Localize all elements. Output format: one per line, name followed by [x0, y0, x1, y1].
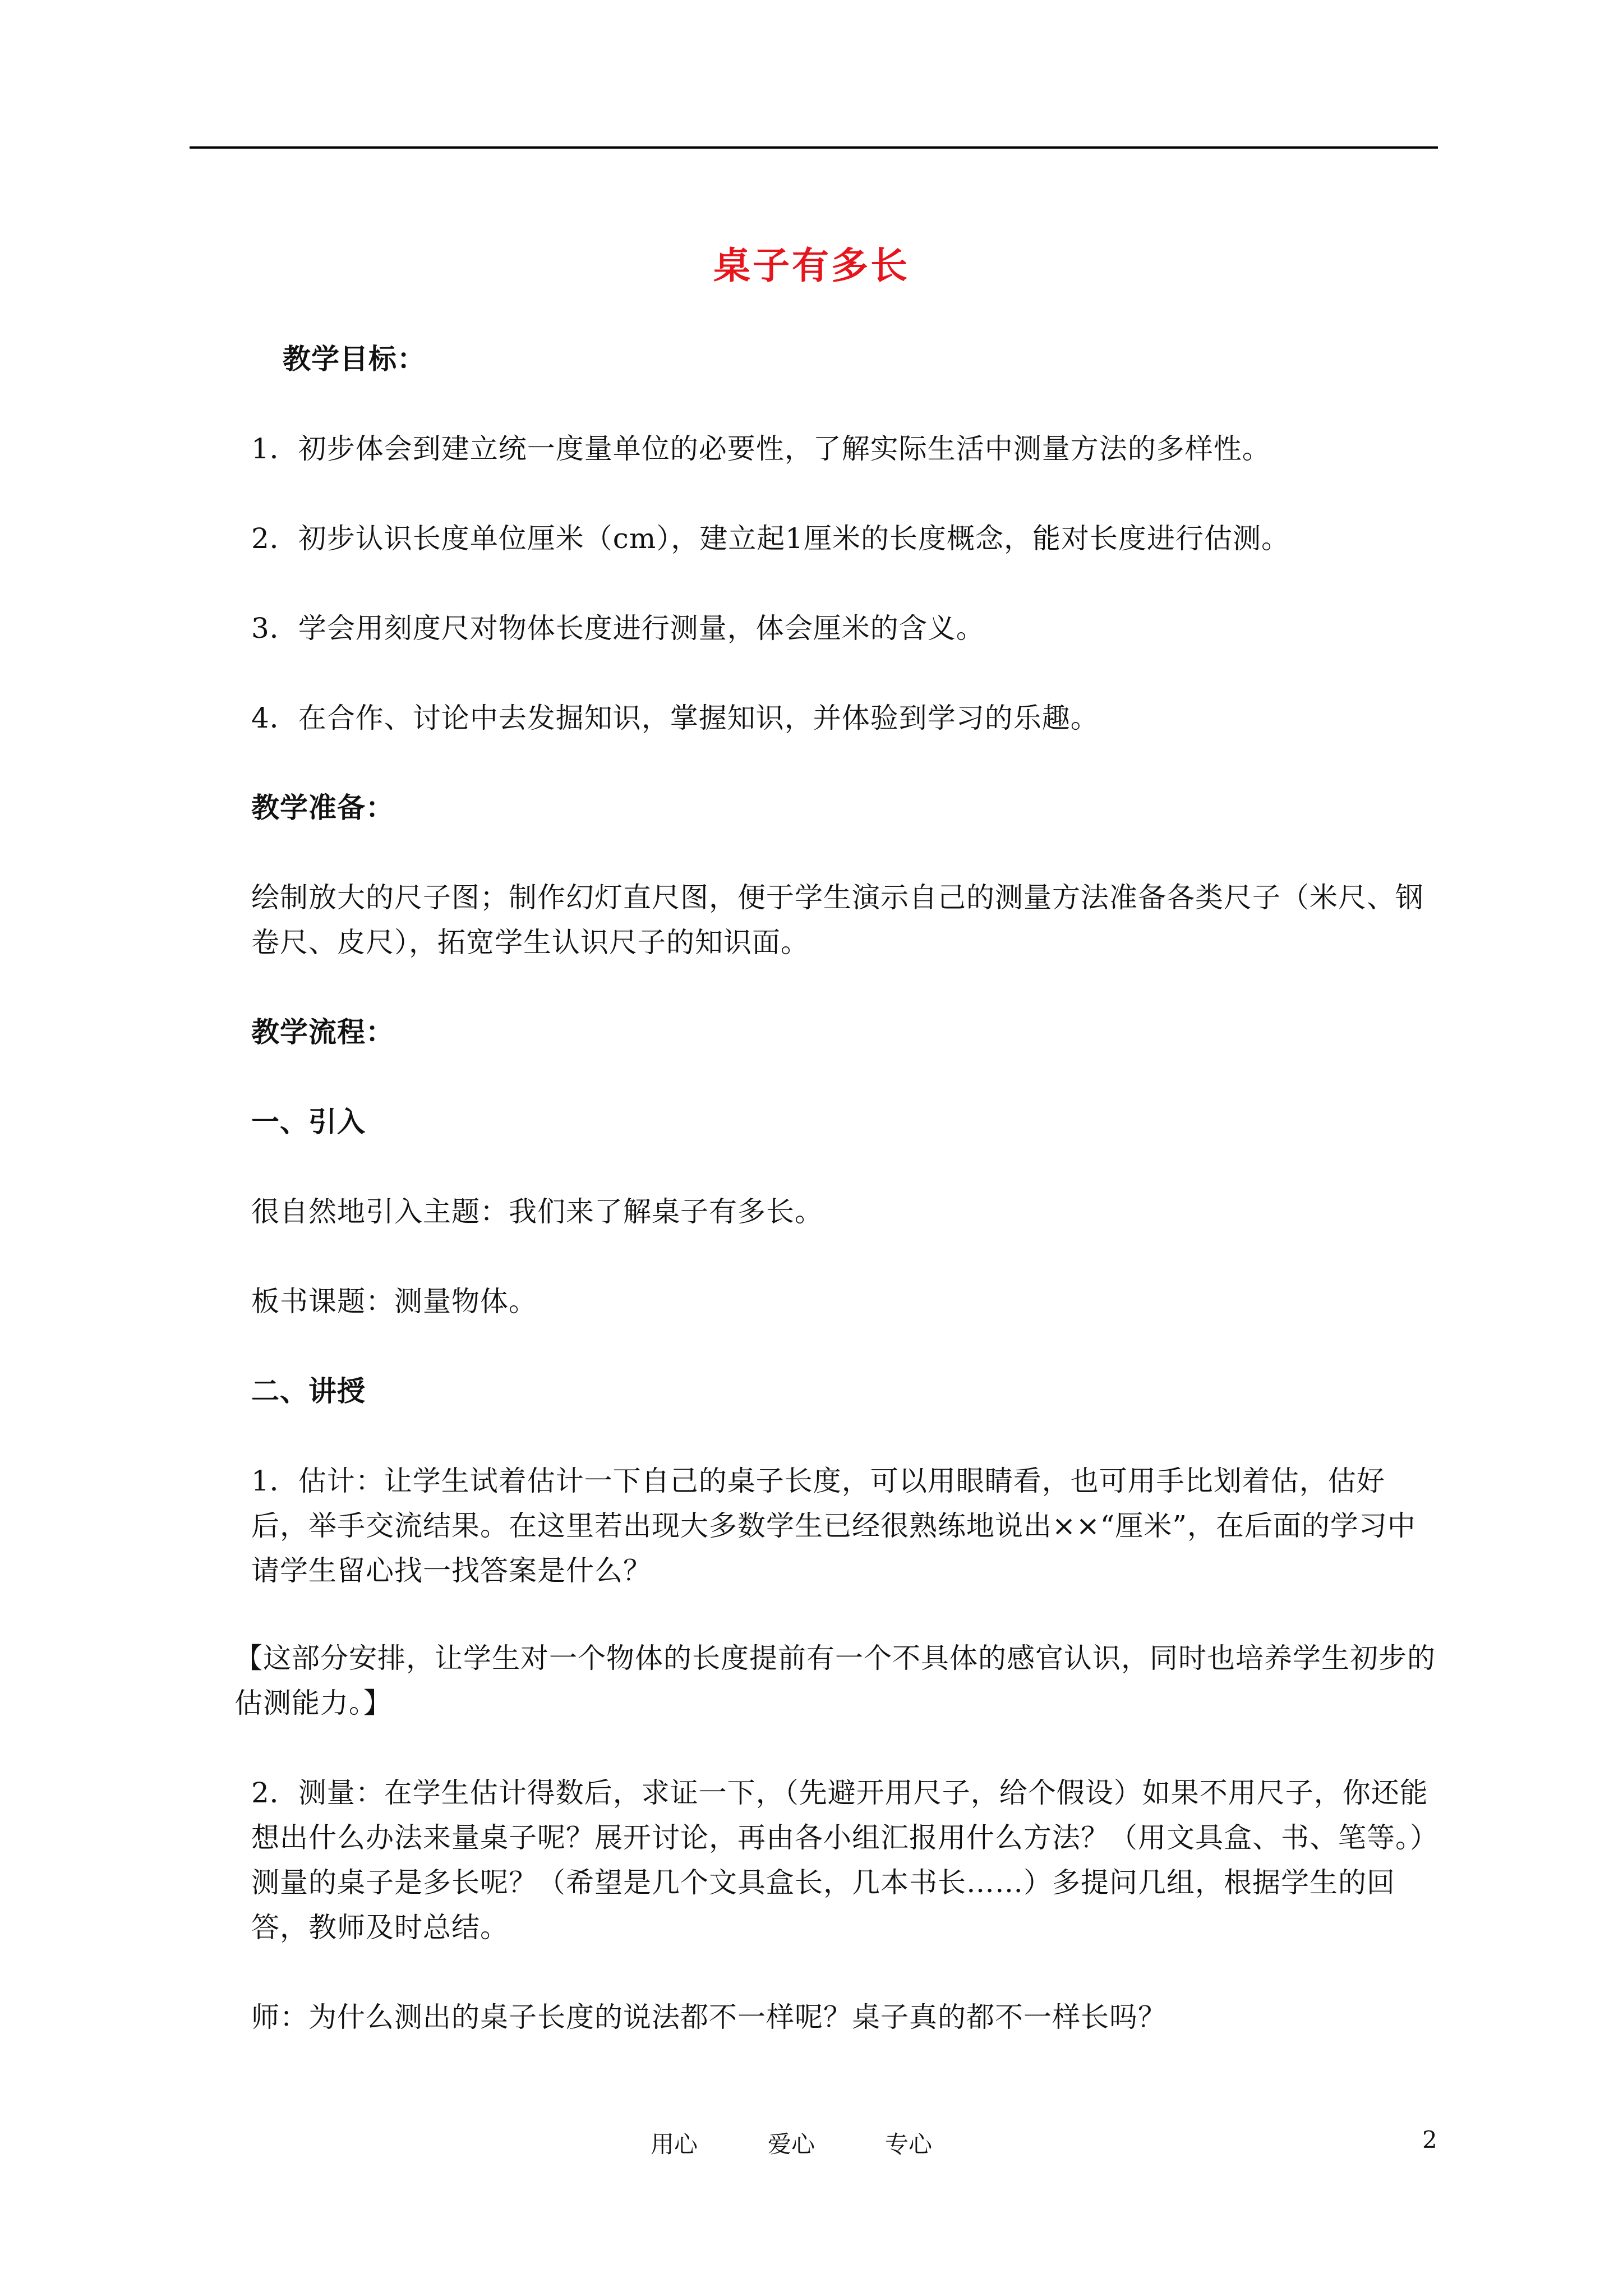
- part2-heading: 二、讲授: [251, 1374, 366, 1407]
- part1-heading: 一、引入: [251, 1105, 366, 1138]
- footer-motto: [651, 2126, 932, 2160]
- part1-paragraph: 很自然地引入主题：我们来了解桌子有多长。: [251, 1195, 823, 1228]
- part2-paragraph: 1．估计：让学生试着估计一下自己的桌子长度，可以用眼睛看，也可用手比划着估，估好后，举手交流结果。在这里若出现大多数学生已经很熟练地说出××“厘米”，在后面的学习中请学生留心找一找答案是什么？: [251, 1465, 1416, 1587]
- goal-item: 3．学会用刻度尺对物体长度进行测量，体会厘米的含义。: [251, 612, 985, 645]
- footer-motto-item: 用心: [651, 2131, 698, 2158]
- goal-item: 1．初步体会到建立统一度量单位的必要性，了解实际生活中测量方法的多样性。: [251, 432, 1271, 465]
- part2-note: 【这部分安排，让学生对一个物体的长度提前有一个不具体的感官认识，同时也培养学生初步的估测能力。】: [234, 1642, 1436, 1719]
- prep-heading: 教学准备：: [251, 791, 394, 824]
- prep-text: 绘制放大的尺子图；制作幻灯直尺图，便于学生演示自己的测量方法准备各类尺子（米尺、钢卷尺、皮尺），拓宽学生认识尺子的知识面。: [251, 881, 1424, 959]
- footer-motto-item: 爱心: [768, 2131, 815, 2158]
- part1-paragraph: 板书课题：测量物体。: [251, 1285, 537, 1318]
- page-title: 桌子有多长: [713, 243, 910, 287]
- footer-motto-item: 专心: [885, 2131, 933, 2158]
- part2-paragraph: 2．测量：在学生估计得数后，求证一下，（先避开用尺子，给个假设）如果不用尺子，你还能想出什么办法来量桌子呢？展开讨论，再由各小组汇报用什么方法？（用文具盒、书、笔等。）测量的桌子是多长呢？（希望是几个文具盒长，几本书长……）多提问几组，根据学生的回答，教师及时总结。: [251, 1777, 1428, 1944]
- page-number: 2: [1422, 2126, 1437, 2154]
- document-body: [234, 337, 1438, 2040]
- part2-paragraph: 师：为什么测出的桌子长度的说法都不一样呢？桌子真的都不一样长吗？: [251, 2001, 1166, 2033]
- header-rule: [190, 146, 1438, 149]
- goal-item: 4．在合作、讨论中去发掘知识，掌握知识，并体验到学习的乐趣。: [251, 702, 1099, 734]
- flow-heading: 教学流程：: [251, 1015, 394, 1048]
- goal-item: 2．初步认识长度单位厘米（cm），建立起1厘米的长度概念，能对长度进行估测。: [251, 522, 1290, 555]
- goals-heading: 教学目标：: [283, 342, 426, 375]
